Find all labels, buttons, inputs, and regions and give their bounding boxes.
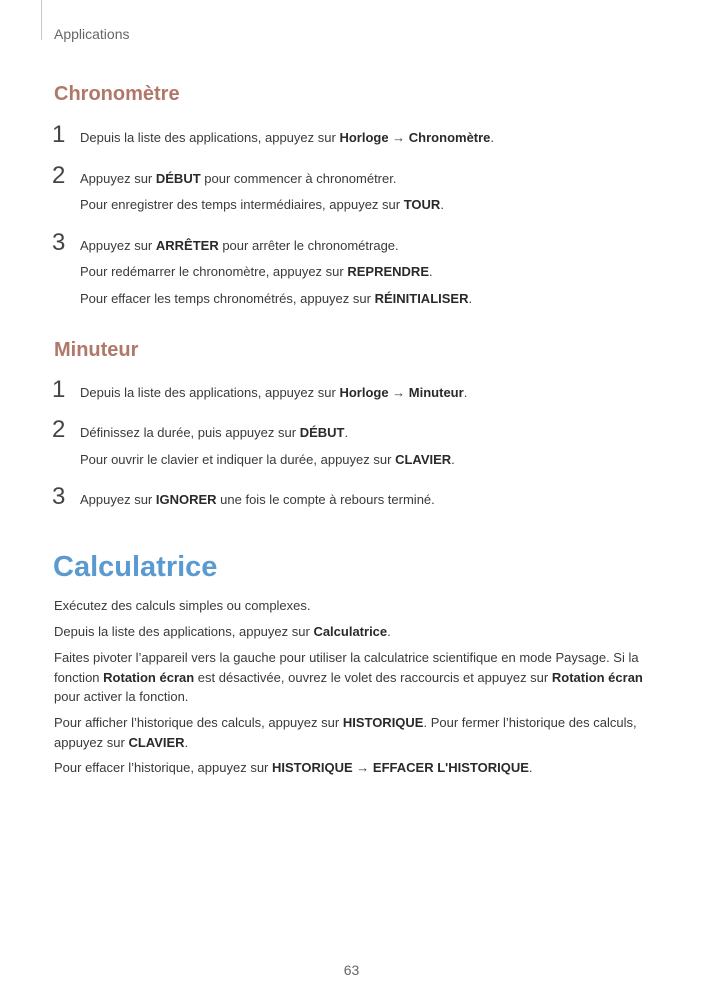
chrono-step-1-number: 1 — [52, 121, 66, 148]
minuteur-step-2-line-1: Définissez la durée, puis appuyez sur DÉBUT. — [80, 425, 349, 440]
chronometre-heading: Chronomètre — [54, 83, 180, 105]
calc-paragraph-2: Depuis la liste des applications, appuyez sur Calculatrice. — [54, 624, 391, 639]
header-rule — [41, 0, 42, 40]
minuteur-step-2-number: 2 — [52, 416, 66, 443]
chrono-step-3-line-2: Pour redémarrer le chronomètre, appuyez sur REPRENDRE. — [80, 264, 433, 279]
minuteur-step-1-text: Depuis la liste des applications, appuyez sur Horloge → Minuteur. — [80, 385, 468, 400]
calculatrice-heading: Calculatrice — [53, 551, 218, 583]
chrono-step-3-number: 3 — [52, 229, 66, 256]
minuteur-step-3-text: Appuyez sur IGNORER une fois le compte à rebours terminé. — [80, 492, 435, 507]
page-number: 63 — [343, 962, 360, 978]
calc-paragraph-5: Pour effacer l’historique, appuyez sur HISTORIQUE → EFFACER L'HISTORIQUE. — [54, 760, 533, 775]
header-title: Applications — [54, 26, 130, 42]
chrono-step-3-line-1: Appuyez sur ARRÊTER pour arrêter le chronométrage. — [80, 238, 399, 253]
calc-paragraph-4: Pour afficher l’historique des calculs, appuyez sur HISTORIQUE. Pour fermer l’historique des calculs, appuyez sur CLAVIER. — [54, 715, 637, 750]
chrono-step-2-line-2: Pour enregistrer des temps intermédiaires, appuyez sur TOUR. — [80, 197, 444, 212]
chrono-step-2-line-1: Appuyez sur DÉBUT pour commencer à chronométrer. — [80, 171, 397, 186]
minuteur-step-2-line-2: Pour ouvrir le clavier et indiquer la durée, appuyez sur CLAVIER. — [80, 452, 455, 467]
chrono-step-3-line-3: Pour effacer les temps chronométrés, appuyez sur RÉINITIALISER. — [80, 291, 473, 306]
chrono-step-1-text: Depuis la liste des applications, appuyez sur Horloge → Chronomètre. — [80, 130, 495, 145]
minuteur-step-3-number: 3 — [52, 483, 66, 510]
minuteur-heading: Minuteur — [54, 339, 139, 361]
calc-paragraph-1: Exécutez des calculs simples ou complexes. — [54, 598, 311, 613]
calc-paragraph-3: Faites pivoter l’appareil vers la gauche pour utiliser la calculatrice scientifique en mode Paysage. Si la fonction Rotation écran est désactivée, ouvrez le volet des raccourcis et appuyez sur Rotation écran pour activer la fonction. — [54, 650, 643, 704]
chrono-step-2-number: 2 — [52, 162, 66, 189]
minuteur-step-1-number: 1 — [52, 376, 66, 403]
